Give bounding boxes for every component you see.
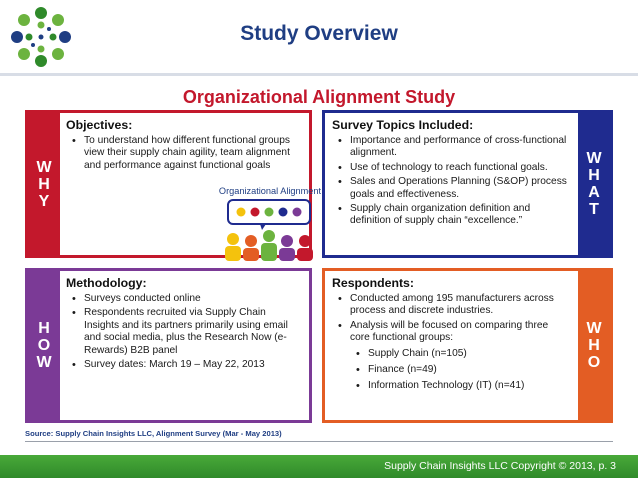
what-tab — [578, 113, 610, 255]
list-item: • Supply Chain (n=105) — [368, 348, 570, 360]
survey-topics-heading: Survey Topics Included: — [332, 118, 474, 132]
why-tab-letter: Y — [38, 192, 50, 210]
why-content — [62, 116, 322, 252]
list-item: • Surveys conducted online — [84, 293, 300, 305]
how-tab-letter: O — [37, 337, 51, 354]
what-tab-letter: W — [586, 150, 602, 167]
what-content — [328, 116, 576, 252]
why-tab-letter: H — [38, 175, 50, 193]
how-tab — [28, 271, 60, 420]
who-tab-letter: H — [588, 337, 600, 354]
respondents-heading: Respondents: — [332, 276, 414, 290]
footer-bar — [0, 455, 638, 478]
how-tab-letter: W — [36, 354, 52, 371]
objectives-heading: Objectives: — [66, 118, 133, 132]
list-item: • Respondents recruited via Supply Chain Insights and its partners primarily using email and social media, plus the Research Now (e-Rewards) B2B panel — [84, 307, 300, 357]
why-tab — [28, 113, 60, 255]
survey-topics-list — [332, 135, 570, 228]
who-tab-letter: W — [586, 320, 602, 337]
methodology-heading: Methodology: — [66, 276, 147, 290]
who-content — [328, 274, 576, 417]
list-item: • Finance (n=49) — [368, 364, 570, 376]
title-divider — [0, 73, 638, 76]
who-tab — [578, 271, 610, 420]
who-tab-letter: O — [587, 354, 601, 371]
people-speech-bubble-icon — [210, 197, 330, 263]
list-item: • Survey dates: March 19 – May 22, 2013 — [84, 359, 300, 371]
list-item: • Sales and Operations Planning (S&OP) process goals and effectiveness. — [350, 176, 570, 201]
what-tab-letter: H — [588, 167, 600, 184]
why-tab-letter: W — [36, 158, 52, 176]
source-divider — [25, 441, 613, 442]
organizational-alignment-figure — [210, 185, 330, 263]
what-quadrant — [322, 110, 613, 258]
list-item: • To understand how different functional groups view their supply chain agility, team alignment and performance against functional goals — [84, 135, 294, 172]
what-tab-letter: A — [588, 184, 600, 201]
respondents-list — [332, 293, 570, 345]
list-item: • Importance and performance of cross-functional alignment. — [350, 135, 570, 160]
how-quadrant — [25, 268, 312, 423]
list-item: • Analysis will be focused on comparing three core functional groups: — [350, 320, 570, 345]
how-content — [62, 274, 306, 417]
functional-groups-list — [332, 348, 570, 393]
who-quadrant — [322, 268, 613, 423]
list-item: • Use of technology to reach functional goals. — [350, 162, 570, 174]
list-item: • Conducted among 195 manufacturers across process and discrete industries. — [350, 293, 570, 318]
objectives-list — [66, 135, 300, 172]
source-note: Source: Supply Chain Insights LLC, Alignment Survey (Mar - May 2013) — [25, 429, 282, 438]
footer-copyright: Supply Chain Insights LLC Copyright © 2013, p. 3 — [384, 460, 616, 472]
what-tab-letter: T — [589, 201, 599, 218]
study-title: Organizational Alignment Study — [182, 87, 456, 107]
list-item: • Supply chain organization definition and definition of supply chain “excellence.” — [350, 203, 570, 228]
figure-caption: Organizational Alignment — [218, 186, 322, 196]
why-quadrant — [25, 110, 322, 258]
list-item: • Information Technology (IT) (n=41) — [368, 380, 570, 392]
how-tab-letter: H — [38, 320, 50, 337]
slide-title: Study Overview — [240, 22, 398, 45]
methodology-list — [66, 293, 300, 371]
